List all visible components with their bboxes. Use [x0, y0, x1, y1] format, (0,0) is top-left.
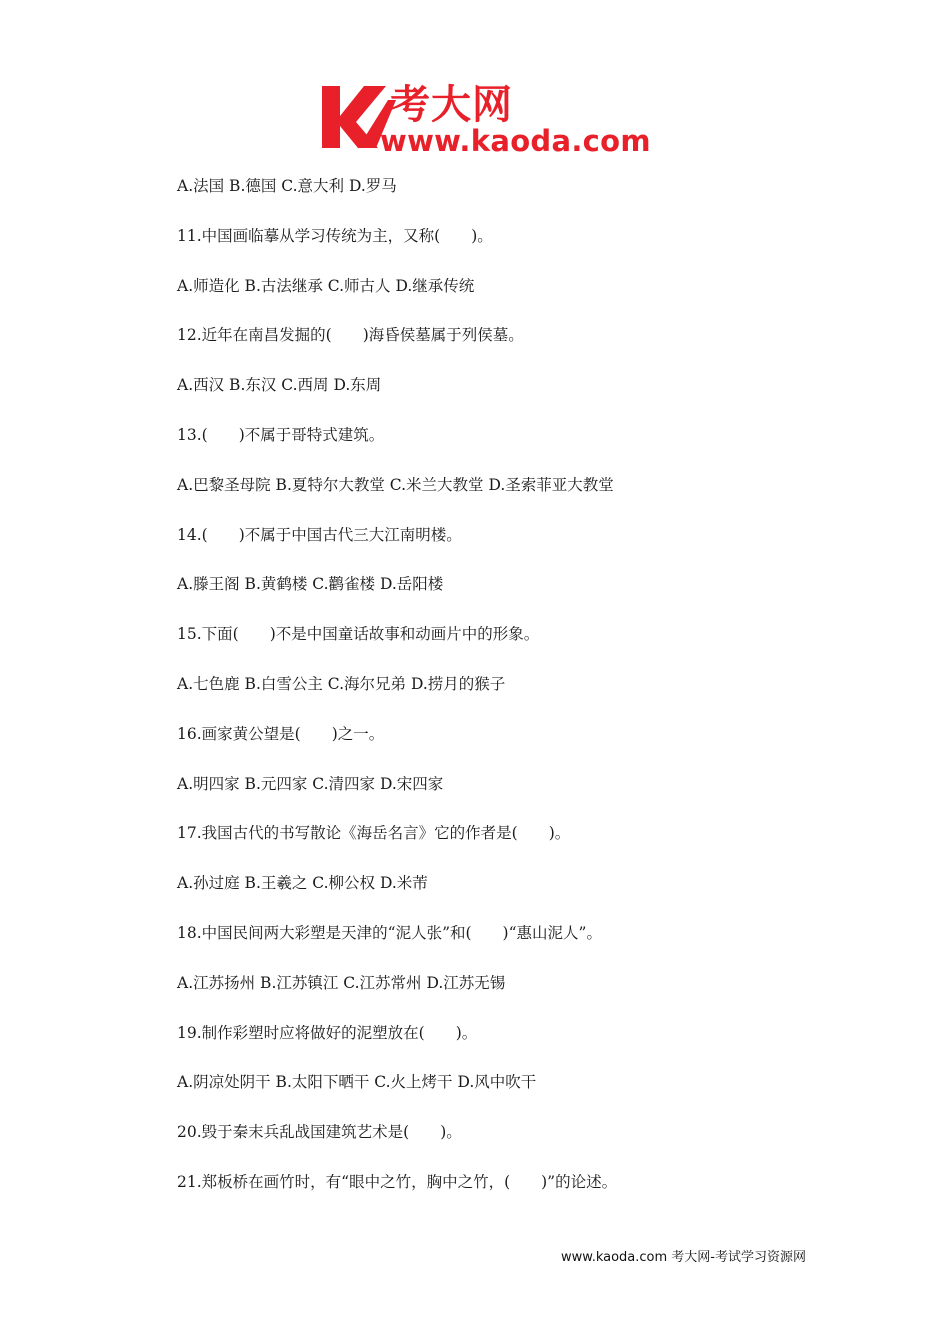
kaoda-logo: [318, 82, 651, 162]
text-line: 21.郑板桥在画竹时，有“眼中之竹，胸中之竹，( )”的论述。: [177, 1172, 618, 1191]
text-line: A.巴黎圣母院 B.夏特尔大教堂 C.米兰大教堂 D.圣索菲亚大教堂: [177, 475, 614, 494]
text-line: 20.毁于秦末兵乱战国建筑艺术是( )。: [177, 1123, 462, 1142]
text-line: 11.中国画临摹从学习传统为主，又称( )。: [177, 226, 493, 245]
text-line: 12.近年在南昌发掘的( )海昏侯墓属于列侯墓。: [177, 326, 524, 345]
text-line: 19.制作彩塑时应将做好的泥塑放在( )。: [177, 1023, 478, 1042]
text-line: 18.中国民间两大彩塑是天津的“泥人张”和( )“惠山泥人”。: [177, 923, 602, 942]
page-footer: www.kaoda.com 考大网-考试学习资源网: [561, 1250, 806, 1265]
text-line: A.西汉 B.东汉 C.西周 D.东周: [177, 376, 382, 395]
question-content: [177, 172, 877, 1218]
logo-chinese-name: 考大网: [390, 82, 513, 128]
text-line: A.师造化 B.古法继承 C.师古人 D.继承传统: [177, 276, 475, 295]
text-line: 17.我国古代的书写散论《海岳名言》它的作者是( )。: [177, 824, 571, 843]
text-line: 16.画家黄公望是( )之一。: [177, 724, 385, 743]
text-line: A.阴凉处阴干 B.太阳下晒干 C.火上烤干 D.风中吹干: [177, 1073, 537, 1092]
text-line: A.法国 B.德国 C.意大利 D.罗马: [177, 177, 397, 195]
text-line: 14.( )不属于中国古代三大江南明楼。: [177, 525, 462, 544]
text-line: A.滕王阁 B.黄鹤楼 C.鹳雀楼 D.岳阳楼: [177, 575, 444, 594]
text-line: A.明四家 B.元四家 C.清四家 D.宋四家: [177, 774, 444, 793]
text-line: 15.下面( )不是中国童话故事和动画片中的形象。: [177, 625, 540, 644]
text-line: A.七色鹿 B.白雪公主 C.海尔兄弟 D.捞月的猴子: [177, 674, 506, 693]
text-line: A.孙过庭 B.王羲之 C.柳公权 D.米芾: [177, 874, 428, 893]
text-line: 13.( )不属于哥特式建筑。: [177, 425, 385, 444]
logo-url-text: www.kaoda.com: [380, 124, 651, 158]
text-line: A.江苏扬州 B.江苏镇江 C.江苏常州 D.江苏无锡: [177, 973, 506, 992]
